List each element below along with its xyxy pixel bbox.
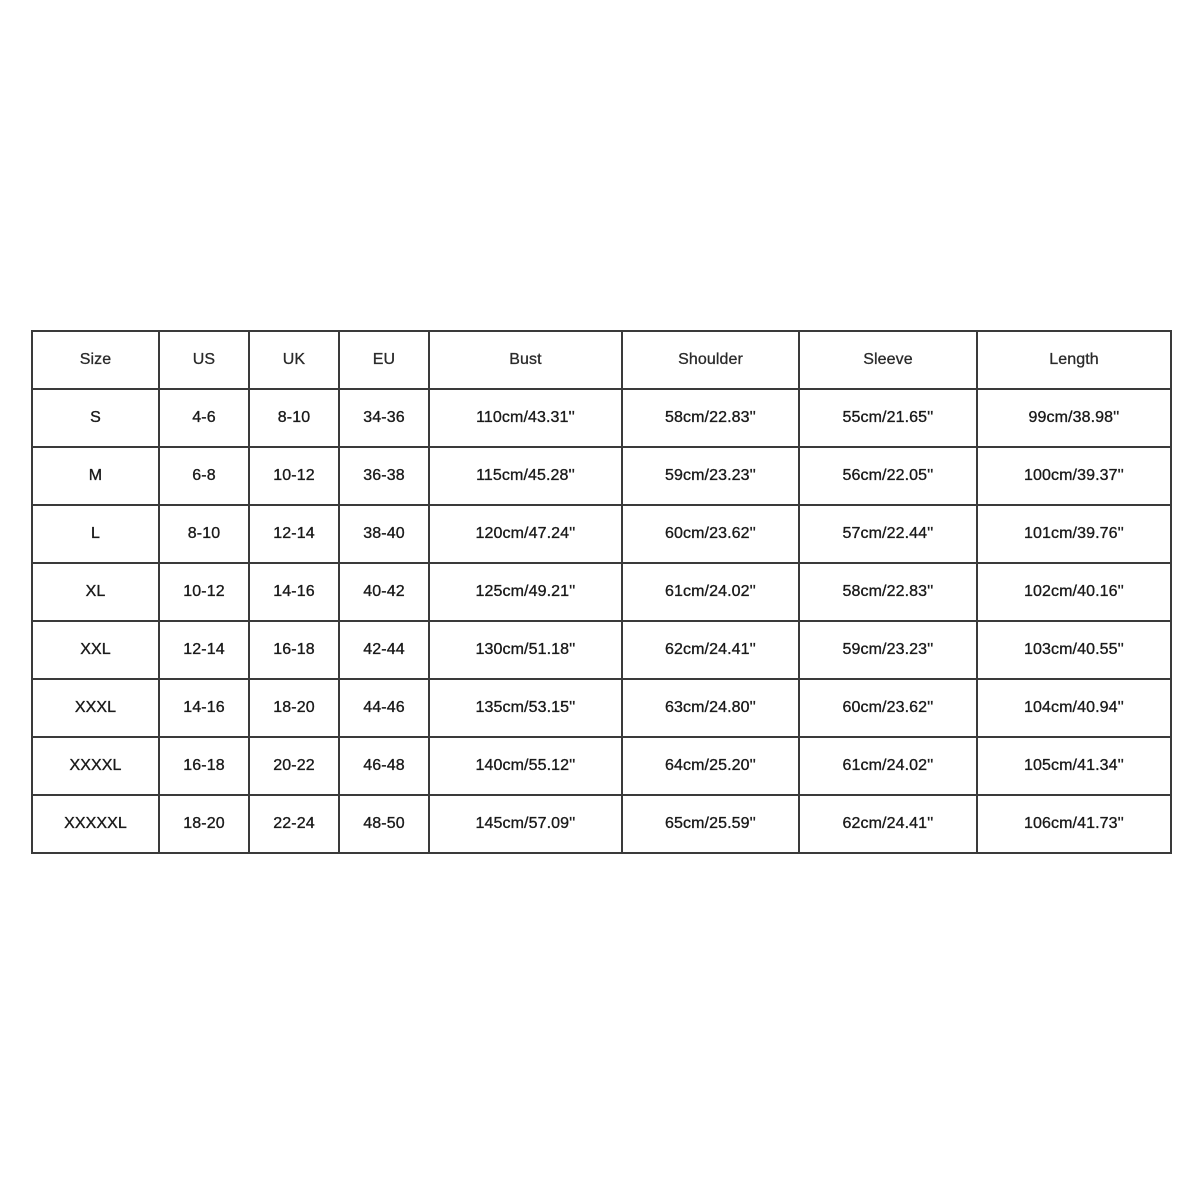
table-row	[32, 621, 1171, 679]
cell-sleeve: 61cm/24.02''	[799, 737, 977, 795]
cell-length: 104cm/40.94''	[977, 679, 1171, 737]
cell-length: 100cm/39.37''	[977, 447, 1171, 505]
cell-uk: 14-16	[249, 563, 339, 621]
table-row	[32, 389, 1171, 447]
header-length: Length	[977, 331, 1171, 389]
cell-eu: 42-44	[339, 621, 429, 679]
cell-size: S	[32, 389, 159, 447]
cell-bust: 125cm/49.21''	[429, 563, 622, 621]
cell-length: 99cm/38.98''	[977, 389, 1171, 447]
cell-us: 4-6	[159, 389, 249, 447]
cell-us: 8-10	[159, 505, 249, 563]
cell-shoulder: 63cm/24.80''	[622, 679, 799, 737]
cell-eu: 44-46	[339, 679, 429, 737]
cell-eu: 40-42	[339, 563, 429, 621]
header-bust: Bust	[429, 331, 622, 389]
cell-uk: 20-22	[249, 737, 339, 795]
cell-shoulder: 60cm/23.62''	[622, 505, 799, 563]
cell-length: 103cm/40.55''	[977, 621, 1171, 679]
header-sleeve: Sleeve	[799, 331, 977, 389]
cell-us: 16-18	[159, 737, 249, 795]
cell-length: 101cm/39.76''	[977, 505, 1171, 563]
cell-size: XXL	[32, 621, 159, 679]
cell-us: 10-12	[159, 563, 249, 621]
header-us: US	[159, 331, 249, 389]
cell-size: XXXXXL	[32, 795, 159, 853]
cell-shoulder: 64cm/25.20''	[622, 737, 799, 795]
cell-sleeve: 57cm/22.44''	[799, 505, 977, 563]
cell-sleeve: 59cm/23.23''	[799, 621, 977, 679]
cell-sleeve: 58cm/22.83''	[799, 563, 977, 621]
header-size: Size	[32, 331, 159, 389]
cell-size: XL	[32, 563, 159, 621]
header-shoulder: Shoulder	[622, 331, 799, 389]
table-row	[32, 505, 1171, 563]
cell-size: XXXXL	[32, 737, 159, 795]
cell-size: XXXL	[32, 679, 159, 737]
cell-bust: 120cm/47.24''	[429, 505, 622, 563]
size-chart-table	[31, 330, 1172, 854]
cell-bust: 130cm/51.18''	[429, 621, 622, 679]
cell-size: M	[32, 447, 159, 505]
cell-us: 12-14	[159, 621, 249, 679]
table-row	[32, 795, 1171, 853]
cell-uk: 8-10	[249, 389, 339, 447]
cell-uk: 10-12	[249, 447, 339, 505]
table-row	[32, 563, 1171, 621]
cell-sleeve: 62cm/24.41''	[799, 795, 977, 853]
cell-bust: 140cm/55.12''	[429, 737, 622, 795]
cell-us: 14-16	[159, 679, 249, 737]
table-row	[32, 447, 1171, 505]
cell-bust: 145cm/57.09''	[429, 795, 622, 853]
cell-us: 6-8	[159, 447, 249, 505]
cell-eu: 34-36	[339, 389, 429, 447]
cell-bust: 110cm/43.31''	[429, 389, 622, 447]
cell-size: L	[32, 505, 159, 563]
cell-sleeve: 60cm/23.62''	[799, 679, 977, 737]
cell-uk: 12-14	[249, 505, 339, 563]
cell-eu: 48-50	[339, 795, 429, 853]
cell-bust: 115cm/45.28''	[429, 447, 622, 505]
cell-length: 105cm/41.34''	[977, 737, 1171, 795]
table-row	[32, 737, 1171, 795]
header-uk: UK	[249, 331, 339, 389]
cell-length: 102cm/40.16''	[977, 563, 1171, 621]
cell-shoulder: 59cm/23.23''	[622, 447, 799, 505]
cell-sleeve: 55cm/21.65''	[799, 389, 977, 447]
cell-shoulder: 58cm/22.83''	[622, 389, 799, 447]
cell-bust: 135cm/53.15''	[429, 679, 622, 737]
cell-sleeve: 56cm/22.05''	[799, 447, 977, 505]
cell-shoulder: 62cm/24.41''	[622, 621, 799, 679]
table-row	[32, 679, 1171, 737]
cell-length: 106cm/41.73''	[977, 795, 1171, 853]
cell-uk: 16-18	[249, 621, 339, 679]
header-row	[32, 331, 1171, 389]
cell-eu: 36-38	[339, 447, 429, 505]
cell-shoulder: 61cm/24.02''	[622, 563, 799, 621]
cell-shoulder: 65cm/25.59''	[622, 795, 799, 853]
cell-uk: 22-24	[249, 795, 339, 853]
cell-eu: 46-48	[339, 737, 429, 795]
cell-eu: 38-40	[339, 505, 429, 563]
cell-us: 18-20	[159, 795, 249, 853]
cell-uk: 18-20	[249, 679, 339, 737]
header-eu: EU	[339, 331, 429, 389]
